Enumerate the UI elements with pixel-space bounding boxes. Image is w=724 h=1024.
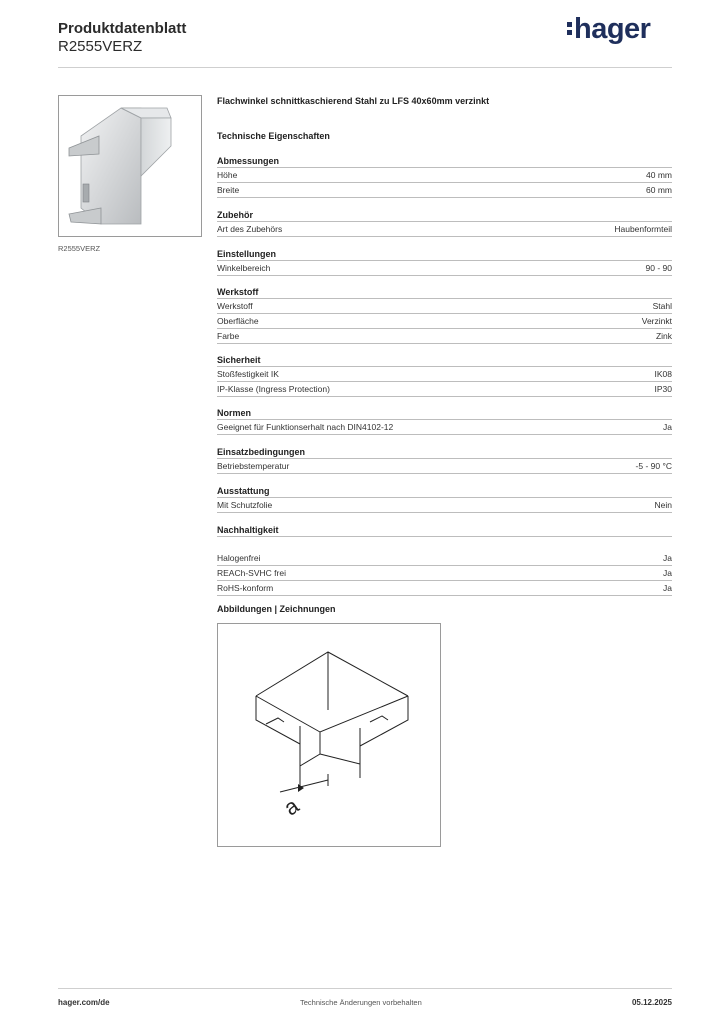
spec-value: 40 mm [646,170,672,180]
section-nachhaltigkeit [217,524,672,596]
spacer [217,537,672,551]
spec-row [217,367,672,382]
section-title: Zubehör [217,209,672,222]
spec-value: Haubenformteil [614,224,672,234]
section-title: Ausstattung [217,485,672,498]
product-image-caption: R2555VERZ [58,244,101,253]
footer-website-link[interactable]: hager.com/de [58,998,110,1007]
spec-label: Halogenfrei [217,553,261,563]
section-title: Einstellungen [217,248,672,261]
spec-value: -5 - 90 °C [635,461,672,471]
section-werkstoff [217,286,672,344]
spec-row [217,261,672,276]
section-abmessungen [217,155,672,198]
section-zubehoer [217,209,672,237]
spec-row [217,314,672,329]
header-divider [58,67,672,68]
section-title: Sicherheit [217,354,672,367]
spec-label: Winkelbereich [217,263,271,273]
section-sicherheit [217,354,672,397]
spec-value: Zink [655,331,672,341]
spec-row [217,498,672,513]
spec-value: Ja [663,583,672,593]
spec-label: Oberfläche [217,316,259,326]
product-description: Flachwinkel schnittkaschierend Stahl zu LFS 40x60mm verzinkt [217,96,490,106]
section-title: Abmessungen [217,155,672,168]
technical-properties-heading: Technische Eigenschaften [217,131,330,141]
technical-drawing [217,623,441,847]
spec-label: RoHS-konform [217,583,274,593]
spec-row [217,168,672,183]
spec-label: Werkstoff [217,301,253,311]
spec-row [217,299,672,314]
spec-label: Geeignet für Funktionserhalt nach DIN4102-12 [217,422,394,432]
logo-text: hager [574,13,651,45]
spec-value: Nein [654,500,672,510]
spec-value: Ja [663,422,672,432]
spec-label: Art des Zubehörs [217,224,283,234]
spec-row [217,382,672,397]
product-image [58,95,202,237]
angle-drawing-icon [218,624,440,846]
spec-value: Ja [663,553,672,563]
article-number: R2555VERZ [58,38,143,55]
spec-label: Mit Schutzfolie [217,500,273,510]
section-ausstattung [217,485,672,513]
spec-row [217,459,672,474]
spec-value: 60 mm [646,185,672,195]
spec-label: Stoßfestigkeit IK [217,369,279,379]
spec-row [217,581,672,596]
page-title: Produktdatenblatt [58,20,187,37]
hager-logo[interactable] [567,13,650,46]
section-title: Werkstoff [217,286,672,299]
section-einsatzbedingungen [217,446,672,474]
spec-value: 90 - 90 [645,263,672,273]
spec-row [217,222,672,237]
logo-dots-icon [567,19,572,38]
spec-value: IP30 [654,384,672,394]
spec-label: REACh-SVHC frei [217,568,286,578]
spec-row [217,183,672,198]
spec-value: IK08 [654,369,672,379]
section-normen [217,407,672,435]
spec-label: Farbe [217,331,240,341]
spec-label: Breite [217,185,240,195]
section-einstellungen [217,248,672,276]
spec-row [217,566,672,581]
spec-row [217,551,672,566]
footer-divider [58,988,672,989]
spec-value: Verzinkt [641,316,672,326]
section-title: Einsatzbedingungen [217,446,672,459]
drawings-heading: Abbildungen | Zeichnungen [217,604,336,614]
section-title: Nachhaltigkeit [217,524,672,537]
spec-row [217,420,672,435]
dimension-label: a [279,792,304,821]
spec-value: Stahl [652,301,672,311]
spec-label: IP-Klasse (Ingress Protection) [217,384,330,394]
footer-date: 05.12.2025 [631,998,672,1007]
spec-row [217,329,672,344]
spec-label: Betriebstemperatur [217,461,290,471]
section-title: Normen [217,407,672,420]
spec-value: Ja [663,568,672,578]
spec-label: Höhe [217,170,238,180]
dimension-arrow-icon [298,784,304,792]
footer-notice: Technische Änderungen vorbehalten [300,998,422,1007]
product-photo-icon [59,96,201,236]
